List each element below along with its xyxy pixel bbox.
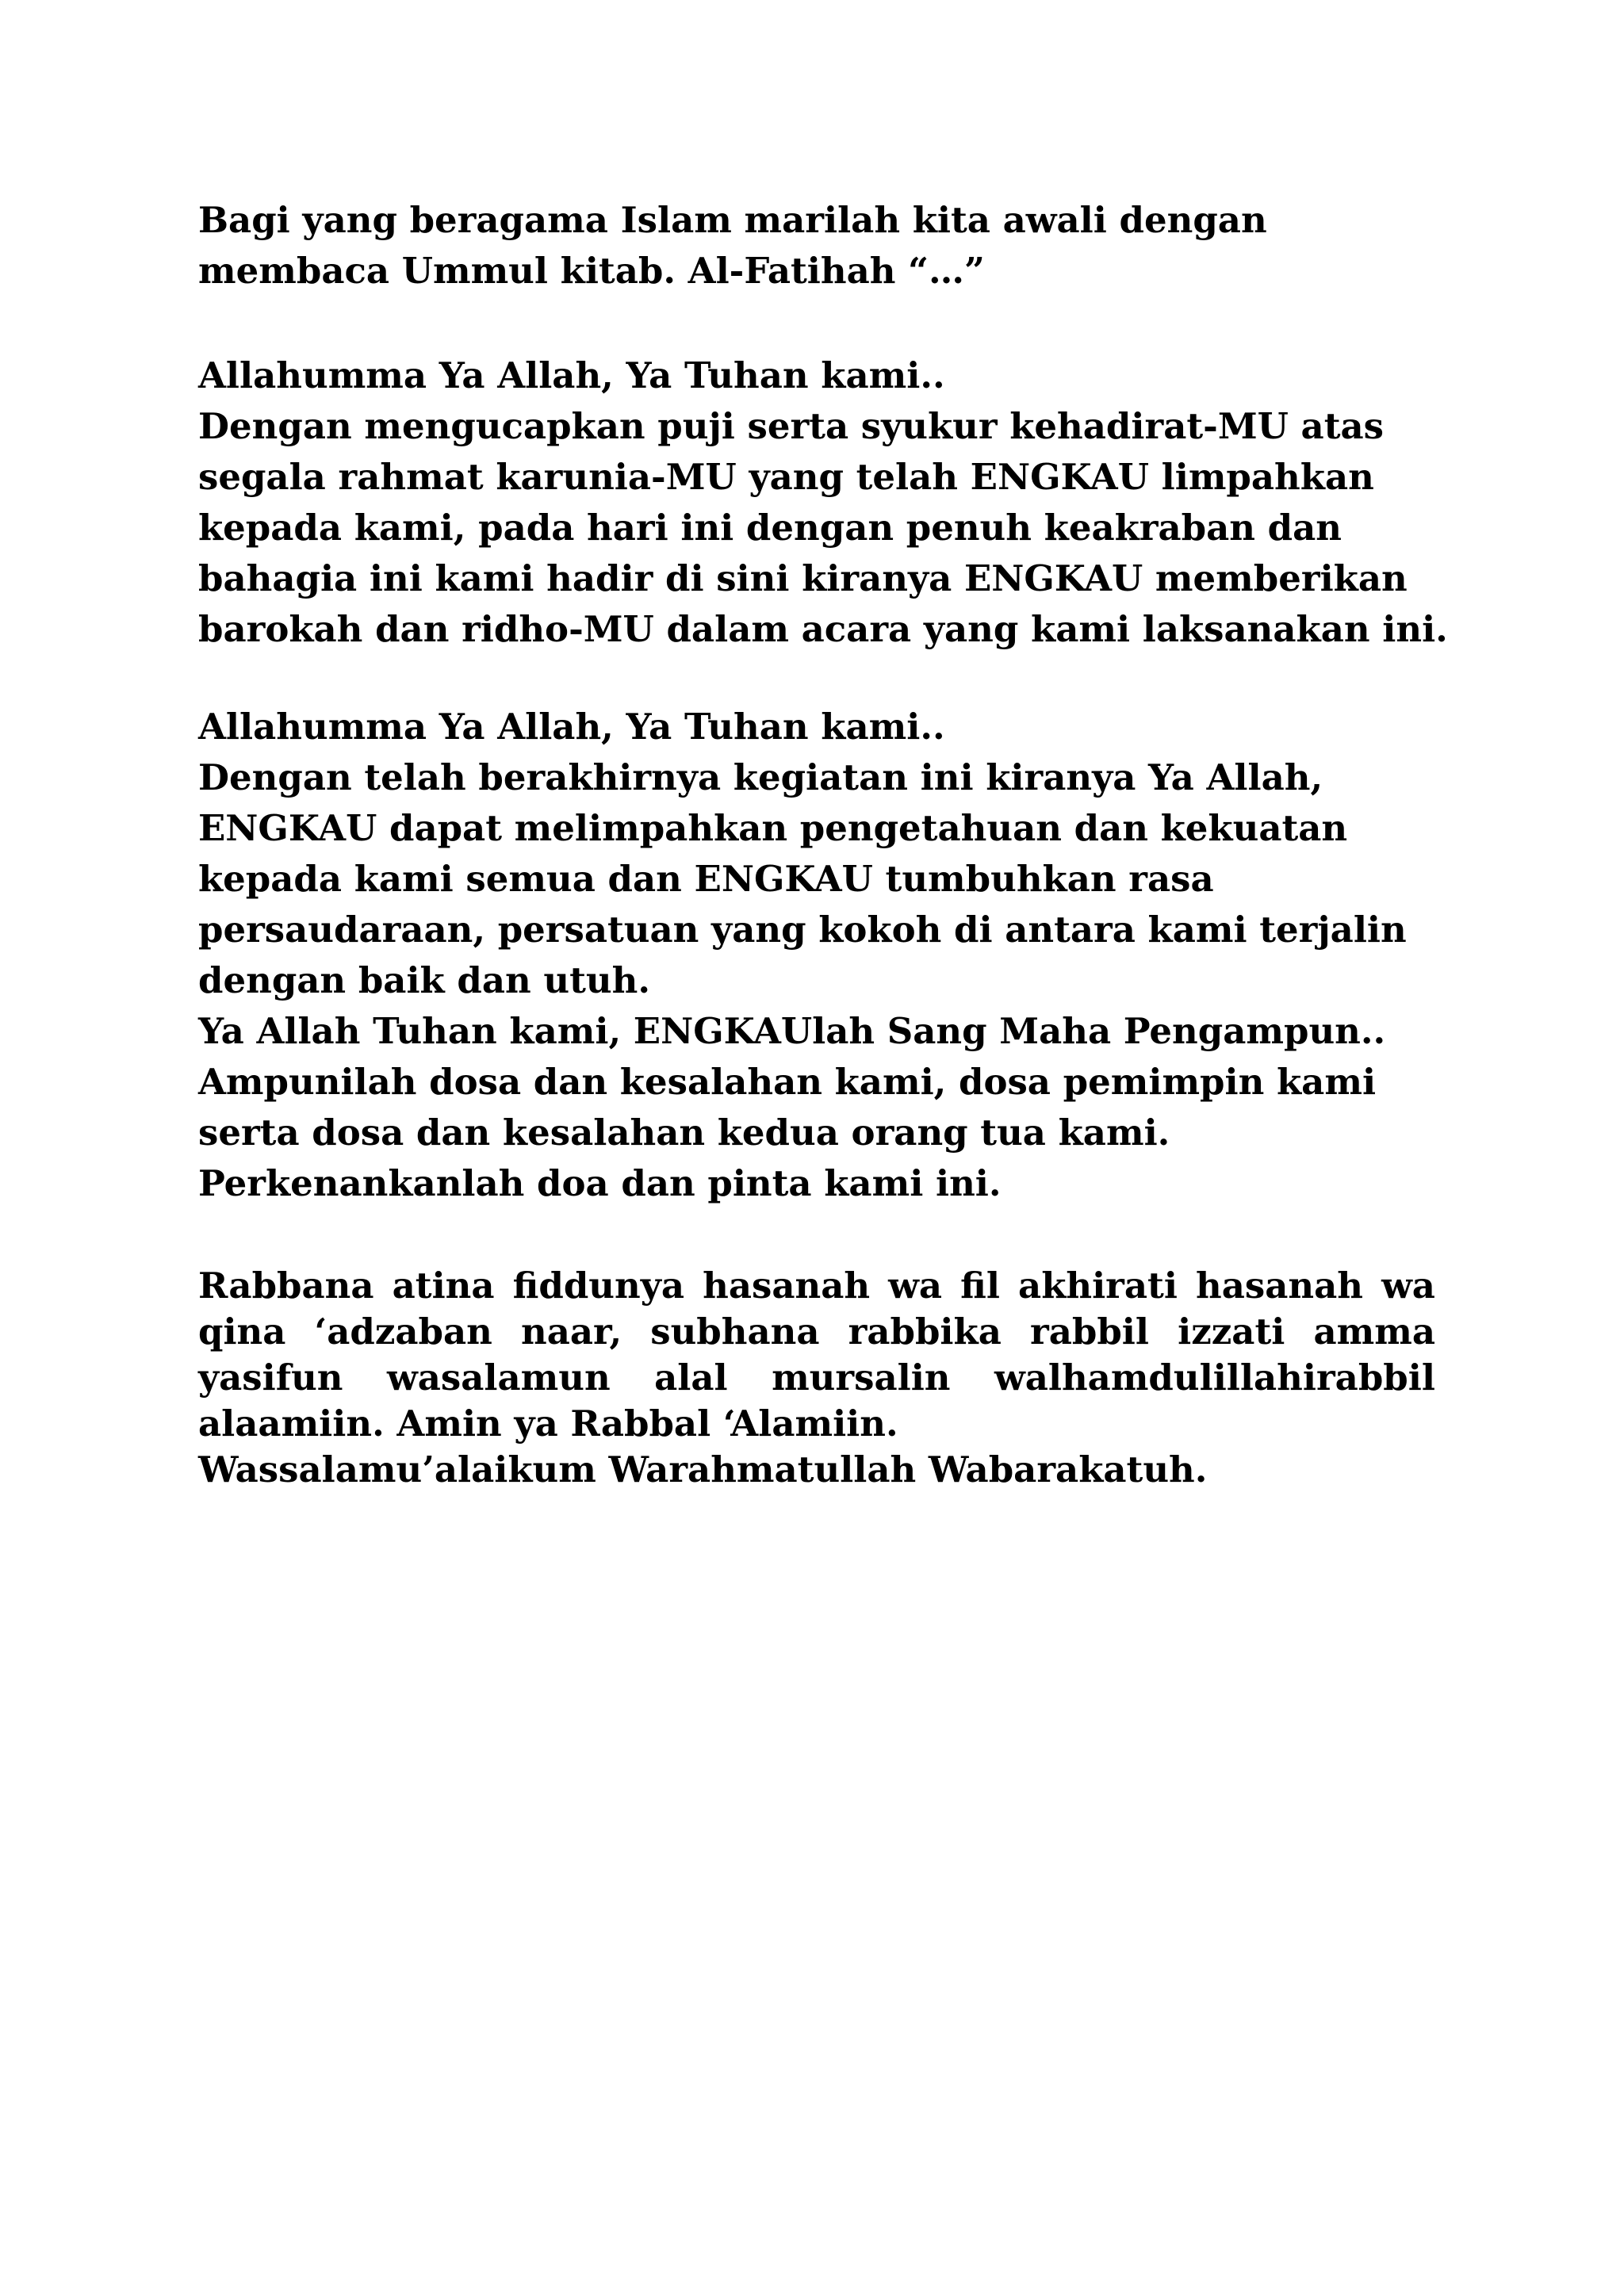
text-line: Ya Allah Tuhan kami, ENGKAUlah Sang Maha Pengampun.. [198,1010,1386,1052]
word: yasifun [198,1357,343,1399]
word: izzati [1178,1311,1285,1353]
text-line: Allahumma Ya Allah, Ya Tuhan kami.. [198,706,945,748]
word: hasanah [1196,1265,1363,1307]
word: wa [1381,1265,1435,1307]
justified-line [198,1309,1435,1355]
text-line: kepada kami semua dan ENGKAU tumbuhkan rasa [198,858,1214,900]
text-line: barokah dan ridho-MU dalam acara yang kami laksanakan ini. [198,608,1448,650]
word: qina [198,1311,286,1353]
word: rabbil [1029,1311,1149,1353]
text-line: Allahumma Ya Allah, Ya Tuhan kami.. [198,354,945,396]
text-line: Perkenankanlah doa dan pinta kami ini. [198,1162,1002,1204]
text-line: alaamiin. Amin ya Rabbal ‘Alamiin. [198,1402,898,1445]
text-line: segala rahmat karunia-MU yang telah ENGKAU limpahkan [198,456,1374,498]
text-line: kepada kami, pada hari ini dengan penuh keakraban dan [198,507,1342,549]
text-line: persaudaraan, persatuan yang kokoh di antara kami terjalin [198,909,1407,951]
word: rabbika [848,1311,1002,1353]
opening-paragraph [198,195,1435,297]
word: Rabbana [198,1265,374,1307]
text-line: ENGKAU dapat melimpahkan pengetahuan dan kekuatan [198,807,1348,849]
word: fiddunya [512,1265,685,1307]
word: alal [654,1357,728,1399]
word: walhamdulillahirabbil [994,1357,1435,1399]
word: fil [960,1265,1000,1307]
justified-line [198,1263,1435,1309]
prayer-paragraph-2 [198,702,1435,1209]
word: wa [888,1265,943,1307]
text-line: dengan baik dan utuh. [198,959,650,1001]
text-line: Ampunilah dosa dan kesalahan kami, dosa pemimpin kami [198,1061,1377,1103]
word: atina [392,1265,495,1307]
text-line: Dengan telah berakhirnya kegiatan ini kiranya Ya Allah, [198,756,1323,798]
word: wasalamun [386,1357,611,1399]
text-line: bahagia ini kami hadir di sini kiranya ENGKAU memberikan [198,557,1408,599]
word: hasanah [703,1265,871,1307]
word: akhirati [1018,1265,1178,1307]
text-line: serta dosa dan kesalahan kedua orang tua kami. [198,1112,1170,1154]
word: subhana [650,1311,820,1353]
text-line: Wassalamu’alaikum Warahmatullah Wabarakatuh. [198,1448,1208,1490]
text-line: membaca Ummul kitab. Al-Fatihah “…” [198,250,985,292]
text-line: Bagi yang beragama Islam marilah kita awali dengan [198,199,1267,241]
closing-paragraph [198,1263,1435,1493]
word: mursalin [772,1357,951,1399]
justified-line [198,1355,1435,1401]
prayer-paragraph-1 [198,350,1448,655]
word: amma [1313,1311,1435,1353]
text-line: Dengan mengucapkan puji serta syukur kehadirat-MU atas [198,405,1384,447]
word: naar, [521,1311,622,1353]
word: ‘adzaban [314,1311,492,1353]
